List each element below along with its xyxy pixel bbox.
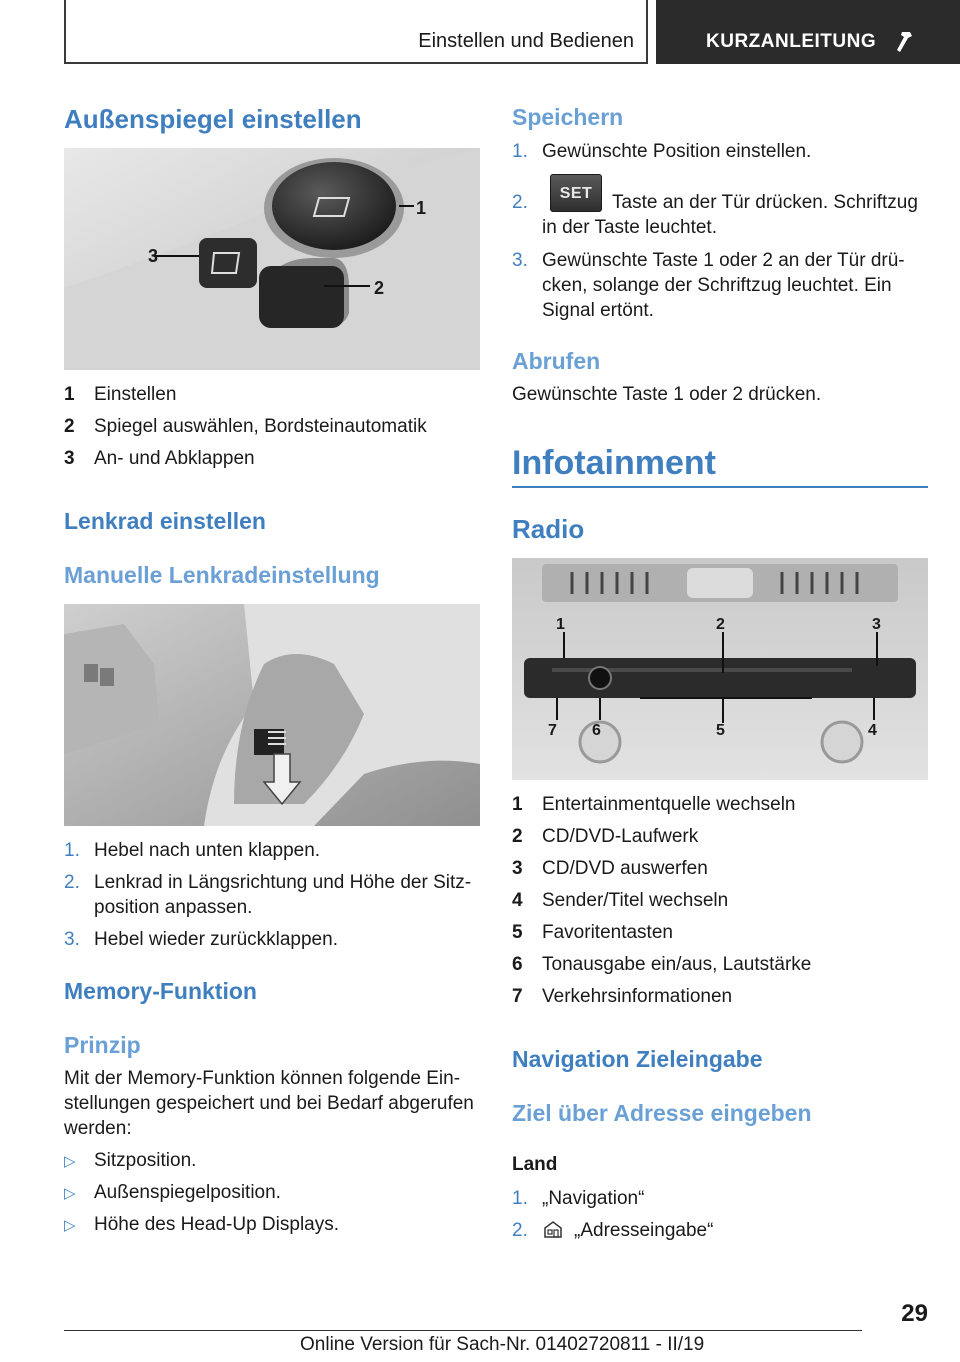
radio-callout-4: 4 <box>868 722 877 739</box>
header-section-box <box>64 0 648 64</box>
list-item: 1. Hebel nach unten klappen. <box>64 840 321 861</box>
radio-callout-7: 7 <box>548 722 557 739</box>
radio-callout-6: 6 <box>592 722 601 739</box>
mirror-control-figure <box>64 148 480 370</box>
list-item: 2. Taste an der Tür drücken. Schriftzug in der Taste leuchtet. SET <box>512 178 932 240</box>
steering-heading: Lenkrad einstellen <box>64 508 266 534</box>
legend-item: 7 Verkehrsinformationen <box>512 986 733 1007</box>
footer-text: Online Version für Sach-Nr. 01402720811 - II/19 <box>300 1334 705 1355</box>
radio-callout-5: 5 <box>716 722 725 739</box>
hammer-icon <box>892 28 920 56</box>
header-tab[interactable] <box>656 0 960 64</box>
legend-item: 5 Favoritentasten <box>512 922 673 943</box>
set-button-icon: SET <box>550 174 602 212</box>
list-item: ▷ Sitzposition. <box>64 1148 484 1180</box>
legend-item: 1 Einstellen <box>64 384 177 405</box>
recall-text: Gewünschte Taste 1 oder 2 drücken. <box>512 384 822 405</box>
navigation-label: Land <box>512 1154 558 1175</box>
save-steps <box>512 139 932 323</box>
address-entry-icon <box>542 1219 564 1239</box>
steering-lever-figure <box>64 604 480 826</box>
infotainment-heading: Infotainment <box>512 444 716 482</box>
header-section-title: Einstellen und Bedienen <box>418 30 634 52</box>
mirror-legend <box>64 382 484 478</box>
navigation-heading: Navigation Zieleingabe <box>512 1046 763 1072</box>
list-item: 1. Gewünschte Position einstellen. <box>512 141 812 162</box>
steering-subheading: Manuelle Lenkradeinstellung <box>64 562 380 588</box>
legend-item: 2 CD/DVD-Laufwerk <box>512 826 699 847</box>
list-item: 2. Lenkrad in Längsrichtung und Höhe der Sitz- position anpassen. <box>64 872 472 918</box>
memory-subheading: Prinzip <box>64 1032 141 1058</box>
navigation-steps <box>512 1186 932 1250</box>
list-item: 1. „Navigation“ <box>512 1188 645 1209</box>
list-item: 3. Gewünschte Taste 1 oder 2 an der Tür drü- cken, solange der Schriftzug leuchtet. Ein Signal ertönt. <box>512 250 905 321</box>
list-item: 2. „Adresseingabe“ <box>512 1220 714 1241</box>
list-item: ▷ Höhe des Head-Up Displays. <box>64 1212 484 1244</box>
header-tab-label: KURZANLEITUNG <box>706 31 877 52</box>
radio-callout-1: 1 <box>556 616 565 633</box>
list-item: 3. Hebel wieder zurückklappen. <box>64 929 338 950</box>
page-number: 29 <box>901 1300 928 1327</box>
legend-item: 4 Sender/Titel wechseln <box>512 890 729 911</box>
memory-heading: Memory-Funktion <box>64 978 257 1004</box>
bullet-triangle-icon: ▷ <box>64 1185 76 1202</box>
radio-heading: Radio <box>512 514 585 544</box>
footer-rule <box>64 1330 862 1331</box>
legend-item: 6 Tonausgabe ein/aus, Lautstärke <box>512 954 812 975</box>
legend-item: 2 Spiegel auswählen, Bordsteinautomatik <box>64 416 427 437</box>
bullet-triangle-icon: ▷ <box>64 1153 76 1170</box>
steering-steps <box>64 838 484 952</box>
radio-panel-figure <box>512 558 928 780</box>
radio-callout-3: 3 <box>872 616 881 633</box>
mirror-callout-2: 2 <box>374 278 385 298</box>
memory-bullets <box>64 1148 484 1244</box>
recall-heading: Abrufen <box>512 348 601 374</box>
memory-paragraph: Mit der Memory-Funktion können folgende Ein- stellungen gespeichert und bei Bedarf abgerufen werden: <box>64 1068 474 1139</box>
list-item: ▷ Außenspiegelposition. <box>64 1180 484 1212</box>
navigation-subheading: Ziel über Adresse eingeben <box>512 1100 812 1126</box>
legend-item: 3 An- und Abklappen <box>64 448 255 469</box>
save-heading: Speichern <box>512 104 624 130</box>
mirror-callout-3: 3 <box>148 246 159 266</box>
mirror-heading: Außenspiegel einstellen <box>64 104 362 134</box>
bullet-triangle-icon: ▷ <box>64 1217 76 1234</box>
mirror-callout-1: 1 <box>416 198 427 218</box>
radio-callout-2: 2 <box>716 616 725 633</box>
heading-rule <box>512 486 928 488</box>
radio-legend <box>512 792 932 1016</box>
legend-item: 3 CD/DVD auswerfen <box>512 858 708 879</box>
legend-item: 1 Entertainmentquelle wechseln <box>512 794 796 815</box>
